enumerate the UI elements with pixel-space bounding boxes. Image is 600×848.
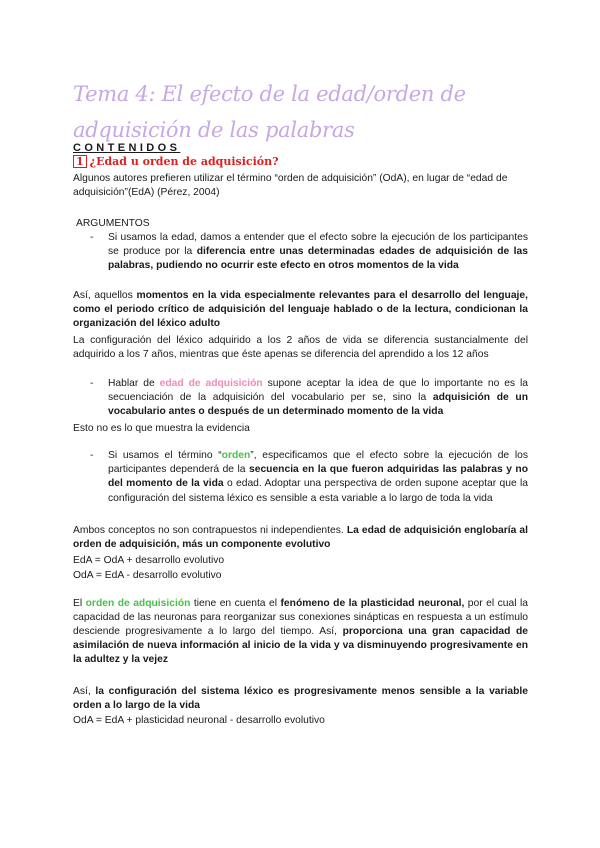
bold-run: proporciona una gran capacidad de asimilación de nueva información al inicio de la vida y va disminuyendo progresivamente en la adultez y la vejez xyxy=(73,626,528,665)
text-run: Si usamos el término “ xyxy=(108,450,222,461)
bullet-edad xyxy=(92,231,528,274)
text-run: tiene en cuenta el xyxy=(190,598,281,609)
bullet-text xyxy=(108,377,528,420)
bullet-dash: - xyxy=(90,450,94,461)
text-run: Ambos conceptos no son contrapuestos ni independientes. xyxy=(73,525,347,536)
bullet-orden xyxy=(92,449,528,506)
bullet-dash: - xyxy=(90,232,94,243)
text-run: ”, especificamos que el efecto sobre la ejecución de los participantes dependerá de la xyxy=(108,450,528,476)
text-run: o edad. Adoptar una perspectiva de orden supone aceptar que la configuración del sistema léxico es sensible a esta variable a lo largo de toda la vida xyxy=(108,478,528,504)
bold-run: adquisición de un vocabulario antes o después de un determinado momento de la vida xyxy=(108,392,529,418)
bold-run: diferencia entre unas determinadas edades de adquisición de las palabras, pudiendo no ocurrir este efecto en otros momentos de la vida xyxy=(108,246,528,272)
highlight-term: edad de adquisición xyxy=(159,378,263,389)
paragraph-evidencia: Esto no es lo que muestra la evidencia xyxy=(73,423,250,434)
bold-run: fenómeno de la plasticidad neuronal, xyxy=(280,598,465,609)
highlight-term: orden xyxy=(221,450,251,461)
section-number: 1 xyxy=(73,155,87,168)
bold-run: secuencia en la que fueron adquiridas las palabras y no del momento de la vida xyxy=(108,464,528,490)
bullet-dash: - xyxy=(90,378,94,389)
arguments-label: ARGUMENTOS xyxy=(76,218,150,229)
contents-heading: CONTENIDOS xyxy=(73,142,181,154)
paragraph-plasticidad xyxy=(73,597,528,667)
formula-eda: EdA = OdA + desarrollo evolutivo xyxy=(73,555,225,566)
intro-paragraph: Algunos autores prefieren utilizar el término “orden de adquisición” (OdA), en lugar de “edad de adquisición”(EdA) (Pérez, 2004) xyxy=(73,173,508,198)
paragraph-ambos xyxy=(73,524,528,552)
bullet-text xyxy=(108,231,528,274)
text-run: Así, xyxy=(73,686,96,697)
text-run: Si usamos la edad, damos a entender que el efecto sobre la ejecución de los participantes se produce por la xyxy=(108,232,528,258)
text-run: por el cual la capacidad de las neuronas para reorganizar sus conexiones sinápticas en respuesta a un estímulo desciende progresivamente a lo largo del tiempo. Así, xyxy=(73,598,528,637)
formula-oda: OdA = EdA - desarrollo evolutivo xyxy=(73,570,222,581)
page-title: Tema 4: El efecto de la edad/orden de adquisición de las palabras xyxy=(73,82,466,142)
formula-oda-plasticidad: OdA = EdA + plasticidad neuronal - desarrollo evolutivo xyxy=(73,715,325,726)
text-run: El xyxy=(73,598,86,609)
bold-run: La edad de adquisición englobaría al orden de adquisición, más un componente evolutivo xyxy=(73,525,528,550)
text-run: supone aceptar la idea de que lo importante no es la secuenciación de la adquisición del vocabulario per se, sino la xyxy=(108,378,529,404)
bullet-edad-adquisicion xyxy=(92,377,528,420)
bold-run: momentos en la vida especialmente relevantes para el desarrollo del lenguaje, como el periodo crítico de adquisición del lenguaje hablado o de la lectura, condicionan la organización del léxico adulto xyxy=(73,290,528,329)
section-heading xyxy=(73,155,279,168)
text-run: Así, aquellos xyxy=(73,290,137,301)
paragraph-momentos xyxy=(73,289,528,331)
bold-run: la configuración del sistema léxico es progresivamente menos sensible a la variable orden a lo largo de la vida xyxy=(73,686,528,711)
paragraph-configuracion: La configuración del léxico adquirido a los 2 años de vida se diferencia sustancialmente del adquirido a los 7 años, mientras que éste apenas se diferencia del aprendido a los 12 años xyxy=(73,335,528,360)
text-run: Hablar de xyxy=(108,378,160,389)
bullet-text xyxy=(108,449,528,506)
section-title: ¿Edad u orden de adquisición? xyxy=(89,155,279,168)
highlight-term: orden de adquisición xyxy=(85,598,191,609)
paragraph-configuracion-lexico xyxy=(73,685,528,713)
